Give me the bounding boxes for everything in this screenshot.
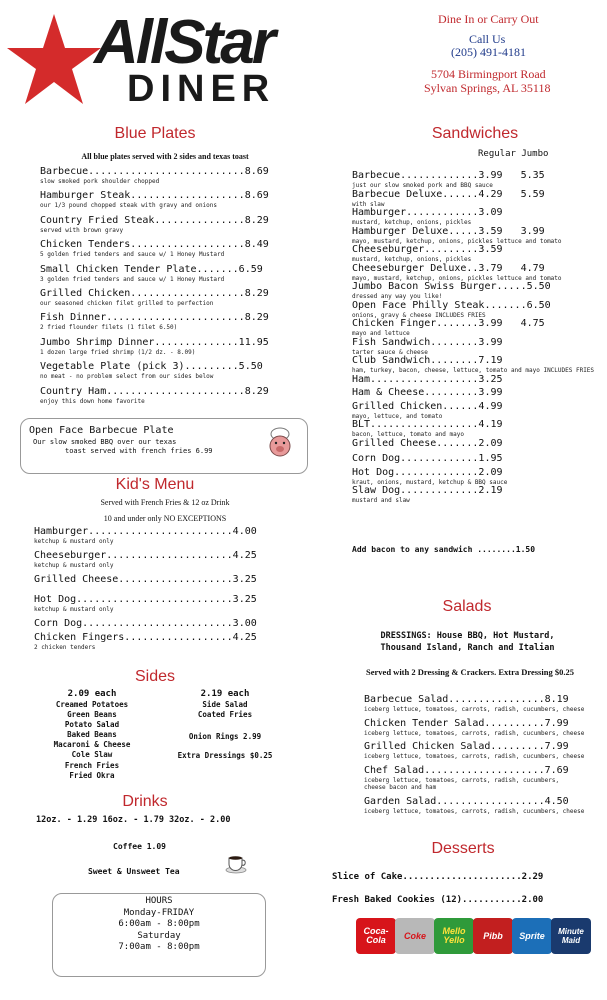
list-item: Fish Sandwich........3.99 tarter sauce & cheese [352, 336, 503, 356]
list-item: Club Sandwich........7.19 ham, turkey, bacon, cheese, lettuce, tomato and mayo INCLUDES FRIES [352, 355, 595, 374]
sides-right-column [160, 688, 290, 761]
side-item: Potato Salad [64, 720, 120, 730]
blue-plates-subtitle: All blue plates served with 2 sides and texas toast [81, 152, 249, 161]
dessert-item: Fresh Baked Cookies (12)...........2.00 [332, 895, 544, 905]
list-item: Barbecue.............3.99 5.35 just our slow smoked pork and BBQ sauce [352, 170, 545, 189]
list-item: Barbecue Salad................8.19 iceberg lettuce, tomatoes, carrots, radish, cucumbers, cheese [364, 694, 585, 713]
list-item: Cheeseburger Deluxe..3.79 4.79 mayo, mustard, ketchup, onions, pickles lettuce and tomato [352, 262, 562, 282]
coke-logo: Coke [395, 918, 435, 954]
hours-line: 7:00am - 8:00pm [118, 942, 200, 952]
dessert-item: Slice of Cake......................2.29 [332, 872, 544, 882]
list-item: Barbecue Deluxe......4.29 5.59 with slaw [352, 188, 545, 208]
list-item: Corn Dog.............1.95 [352, 452, 503, 464]
side-item: Creamed Potatoes [55, 700, 129, 709]
list-item: Vegetable Plate (pick 3).........5.50 no meat - no problem select from our sides below [40, 361, 263, 381]
side-item: Coated Fries [197, 710, 253, 720]
list-item: Jumbo Bacon Swiss Burger.....5.50 dressed any way you like! [352, 281, 551, 300]
address-line-2: Sylvan Springs, AL 35118 [424, 81, 551, 95]
list-item: Chicken Tenders...................8.49 5 golden fried tenders and sauce w/ 1 Honey Mustard [40, 239, 269, 259]
sandwich-column-headers: Regular Jumbo [478, 149, 549, 159]
list-item: Cheeseburger.....................4.25 ketchup & mustard only [34, 550, 257, 569]
salads-list [364, 694, 584, 819]
dine-in-text: Dine In or Carry Out [438, 12, 539, 26]
hours-line: Saturday [137, 930, 181, 941]
dressings-line-2: Thousand Island, Ranch and Italian [380, 643, 555, 653]
salads-served: Served with 2 Dressing & Crackers. Extra Dressing $0.25 [366, 667, 574, 677]
mello-yello-logo: Mello Yello [434, 918, 474, 954]
soda-logos [356, 918, 588, 954]
sprite-logo: Sprite [512, 918, 552, 954]
call-us-label: Call Us [469, 32, 506, 46]
special-desc-2: toast served with french fries 6.99 [65, 447, 213, 455]
list-item: Hamburger Deluxe.....3.59 3.99 mayo, mustard, ketchup, onions, pickles lettuce and tomato [352, 225, 562, 245]
side-item: Cole Slaw [71, 750, 113, 760]
list-item: Chicken Tender Salad..........7.99 iceberg lettuce, tomatoes, carrots, radish, cucumbers, cheese [364, 717, 585, 737]
pibb-logo: Pibb [473, 918, 513, 954]
bacon-note: Add bacon to any sandwich ........1.50 [352, 545, 536, 554]
star-icon [4, 10, 104, 110]
kids-subtitle-2: 10 and under only NO EXCEPTIONS [103, 514, 227, 523]
side-item: French Fries [64, 760, 120, 770]
list-item: Jumbo Shrimp Dinner..............11.95 1 dozen large fried shrimp (1/2 dz. - 8.09) [40, 336, 269, 356]
hours-title: HOURS [145, 896, 173, 906]
dressings-line-1: DRESSINGS: House BBQ, Hot Mustard, [380, 631, 555, 641]
sides-title: Sides [134, 668, 176, 685]
address-line-1: 5704 Birmingport Road [431, 67, 546, 81]
special-desc-1: Our slow smoked BBQ over our texas [33, 438, 177, 446]
list-item: Grilled Chicken......4.99 mayo, lettuce, and tomato [352, 400, 503, 420]
coffee-price: Coffee 1.09 [113, 842, 166, 851]
drinks-title: Drinks [122, 793, 168, 810]
side-item: Macaroni & Cheese [53, 740, 131, 750]
side-item: Baked Beans [67, 730, 117, 740]
drink-sizes: 12oz. - 1.29 16oz. - 1.79 32oz. - 2.00 [36, 815, 231, 825]
list-item: Hamburger............3.09 mustard, ketchup, onions, pickles [352, 207, 503, 226]
sides-right-header: 2.19 each [200, 689, 250, 699]
sandwiches-list [352, 170, 594, 504]
list-item: Hot Dog..........................3.25 ketchup & mustard only [34, 594, 257, 613]
blue-plates-title: Blue Plates [114, 125, 196, 142]
list-item: Open Face Philly Steak.......6.50 onions, gravy & cheese INCLUDES FRIES [352, 299, 551, 319]
coca-cola-logo: Coca-Cola [356, 918, 396, 954]
sides-left-column [22, 688, 162, 781]
kids-subtitle-1: Served with French Fries & 12 oz Drink [100, 498, 230, 507]
list-item: Garden Salad..................4.50 iceberg lettuce, tomatoes, carrots, radish, cucumbers, cheese [364, 795, 585, 815]
tea-label: Sweet & Unsweet Tea [88, 867, 180, 876]
list-item: Hamburger Steak...................8.69 our 1/3 pound chopped steak with gravy and onions [40, 190, 269, 210]
list-item: Grilled Cheese...................3.25 [34, 574, 257, 585]
side-item: Green Beans [67, 710, 117, 720]
list-item: Grilled Cheese.......2.09 [352, 437, 503, 449]
list-item: Ham..................3.25 [352, 373, 503, 385]
special-box [20, 418, 308, 474]
logo-subtitle: DINER [127, 68, 276, 110]
list-item: Hot Dog..............2.09 kraut, onions, mustard, ketchup & BBQ sauce [352, 466, 508, 486]
list-item: Grilled Chicken Salad.........7.99 iceberg lettuce, tomatoes, carrots, radish, cucumbers, cheese [364, 741, 585, 760]
kids-menu-title: Kid's Menu [115, 476, 195, 493]
list-item: Country Ham.......................8.29 enjoy this down home favorite [40, 385, 269, 405]
list-item: Ham & Cheese.........3.99 [352, 386, 503, 398]
minute-maid-logo: Minute Maid [551, 918, 591, 954]
side-item: Side Salad [202, 700, 248, 709]
special-title: Open Face Barbecue Plate [29, 425, 174, 436]
list-item: Slaw Dog.............2.19 mustard and slaw [352, 485, 503, 504]
kids-list [34, 526, 257, 656]
logo [4, 10, 324, 110]
list-item: Small Chicken Tender Plate.......6.59 3 golden fried tenders and sauce w/ 1 Honey Mustard [40, 263, 263, 283]
hours-line: Monday-FRIDAY [123, 907, 195, 918]
onion-rings: Onion Rings 2.99 [188, 732, 262, 742]
side-item: Fried Okra [69, 770, 115, 780]
coffee-cup-icon [225, 850, 249, 879]
phone-number[interactable]: (205) 491-4181 [451, 45, 526, 59]
list-item: Fish Dinner.......................8.29 2 fried flounder filets (1 filet 6.50) [40, 312, 269, 332]
list-item: Hamburger........................4.00 ketchup & mustard only [34, 526, 257, 545]
hours-box [52, 893, 266, 977]
list-item: Chef Salad....................7.69 iceberg lettuce, tomatoes, carrots, radish, cucumbers, cheese bacon and ham [364, 764, 569, 791]
list-item: Grilled Chicken...................8.29 our seasoned chicken filet grilled to perfection [40, 287, 269, 307]
logo-title: AllStar [94, 8, 273, 77]
sides-left-header: 2.09 each [67, 689, 117, 699]
list-item: BLT..................4.19 bacon, lettuce, tomato and mayo [352, 419, 503, 438]
desserts-title: Desserts [431, 840, 495, 857]
list-item: Barbecue..........................8.69 slow smoked pork shoulder chopped [40, 166, 269, 185]
sandwiches-title: Sandwiches [431, 125, 519, 142]
salads-title: Salads [442, 598, 492, 615]
list-item: Chicken Finger.......3.99 4.75 mayo and lettuce [352, 318, 545, 337]
blue-plates-list [40, 166, 330, 410]
list-item: Corn Dog.........................3.00 [34, 618, 257, 629]
extra-dressings: Extra Dressings $0.25 [177, 751, 273, 761]
list-item: Cheeseburger.........3.59 mustard, ketchup, onions, pickles [352, 244, 503, 263]
list-item: Country Fried Steak...............8.29 served with brown gravy [40, 214, 269, 234]
chef-pig-icon [264, 427, 296, 459]
hours-line: 6:00am - 8:00pm [118, 919, 200, 929]
list-item: Chicken Fingers..................4.25 2 chicken tenders [34, 632, 257, 651]
